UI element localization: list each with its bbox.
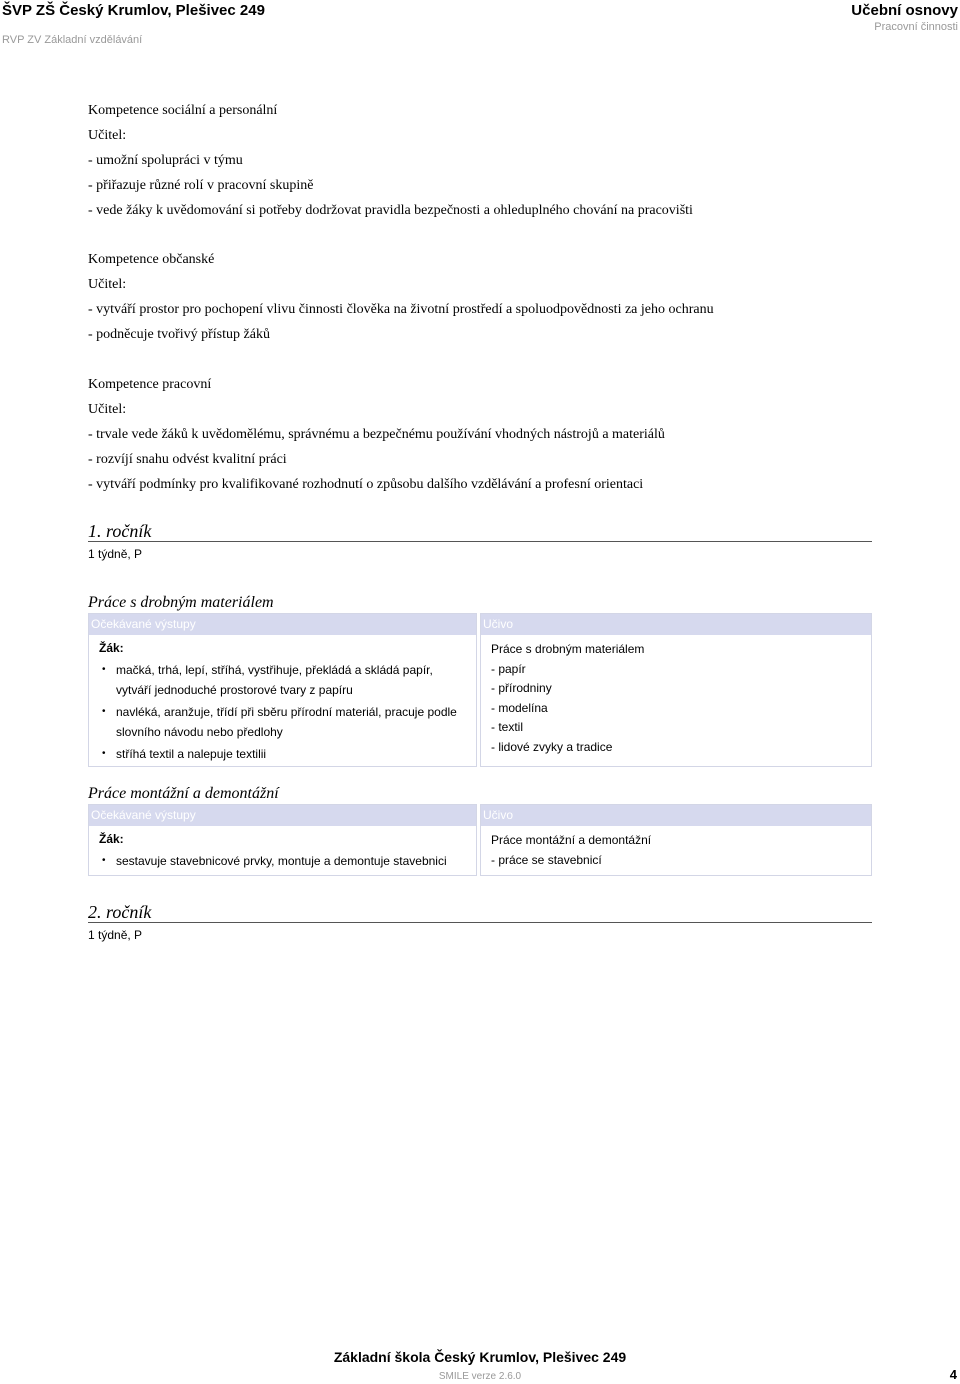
outcomes-header: Očekávané výstupy xyxy=(89,805,476,826)
competence-item: - vede žáky k uvědomování si potřeby dodržovat pravidla bezpečnosti a ohleduplného chování na pracovišti xyxy=(88,202,693,218)
competence-item: - umožní spolupráci v týmu xyxy=(88,152,243,168)
page-number: 4 xyxy=(949,1367,957,1382)
curriculum-item: - lidové zvyky a tradice xyxy=(491,739,613,754)
outcome-item: • stříhá textil a nalepuje textilii xyxy=(99,744,466,764)
section-title: Práce s drobným materiálem xyxy=(88,594,274,611)
outcome-item: • mačká, trhá, lepí, stříhá, vystřihuje, překládá a skládá papír, vytváří jednoduché prostorové tvary z papíru xyxy=(99,660,466,700)
grade-1-heading: 1. ročník xyxy=(88,521,872,542)
school-name: ŠVP ZŠ Český Krumlov, Plešivec 249 xyxy=(2,2,265,19)
student-label: Žák: xyxy=(99,641,124,655)
grade-1-hours: 1 týdně, P xyxy=(88,547,143,561)
outcome-item: • sestavuje stavebnicové prvky, montuje a demontuje stavebnici xyxy=(99,851,466,871)
teacher-label: Učitel: xyxy=(88,401,127,417)
framework-name: RVP ZV Základní vzdělávání xyxy=(2,34,143,46)
document-title: Učební osnovy xyxy=(851,2,958,19)
page-header-right xyxy=(851,2,958,34)
curriculum-item: - modelína xyxy=(491,700,548,715)
outcome-item: • navléká, aranžuje, třídí při sběru přírodní materiál, pracuje podle slovního návodu nebo předlohy xyxy=(99,702,466,742)
outcomes-header: Očekávané výstupy xyxy=(89,614,476,635)
competence-item: - vytváří podmínky pro kvalifikované rozhodnutí o způsobu dalšího vzdělávání a profesní orientaci xyxy=(88,476,644,492)
competence-item: - podněcuje tvořivý přístup žáků xyxy=(88,326,270,342)
competence-title: Kompetence pracovní xyxy=(88,377,212,392)
outcomes-box xyxy=(88,804,477,876)
teacher-label: Učitel: xyxy=(88,127,127,143)
competence-item: - trvale vede žáků k uvědomělému, správnému a bezpečnému používání vhodných nástrojů a materiálů xyxy=(88,426,665,442)
curriculum-item: - textil xyxy=(491,720,524,734)
curriculum-box xyxy=(480,804,872,876)
section-title: Práce montážní a demontážní xyxy=(88,785,279,802)
grade-2-heading: 2. ročník xyxy=(88,902,872,923)
competence-work xyxy=(88,373,878,498)
page-header-left xyxy=(2,2,265,47)
teacher-label: Učitel: xyxy=(88,276,127,292)
competence-civic xyxy=(88,248,878,348)
competence-item: - vytváří prostor pro pochopení vlivu činnosti člověka na životní prostředí a spoluodpovědnosti za jeho ochranu xyxy=(88,301,714,317)
curriculum-item: - přírodniny xyxy=(491,681,552,695)
footer-version: SMILE verze 2.6.0 xyxy=(438,1371,522,1382)
subject-name: Pracovní činnosti xyxy=(874,21,958,33)
competence-social xyxy=(88,99,878,224)
student-label: Žák: xyxy=(99,832,124,846)
curriculum-item: Práce s drobným materiálem xyxy=(491,642,645,656)
competence-item: - přiřazuje různé rolí v pracovní skupině xyxy=(88,177,314,193)
curriculum-header: Učivo xyxy=(481,805,871,826)
curriculum-header: Učivo xyxy=(481,614,871,635)
grade-2-hours: 1 týdně, P xyxy=(88,928,143,942)
curriculum-item: - práce se stavebnicí xyxy=(491,852,602,867)
competence-title: Kompetence sociální a personální xyxy=(88,103,278,118)
footer-school: Základní škola Český Krumlov, Plešivec 249 xyxy=(333,1349,627,1365)
competence-item: - rozvíjí snahu odvést kvalitní práci xyxy=(88,451,287,467)
curriculum-item: - papír xyxy=(491,661,526,676)
competence-title: Kompetence občanské xyxy=(88,252,215,267)
curriculum-item: Práce montážní a demontážní xyxy=(491,833,652,847)
outcomes-box xyxy=(88,613,477,767)
curriculum-box xyxy=(480,613,872,767)
